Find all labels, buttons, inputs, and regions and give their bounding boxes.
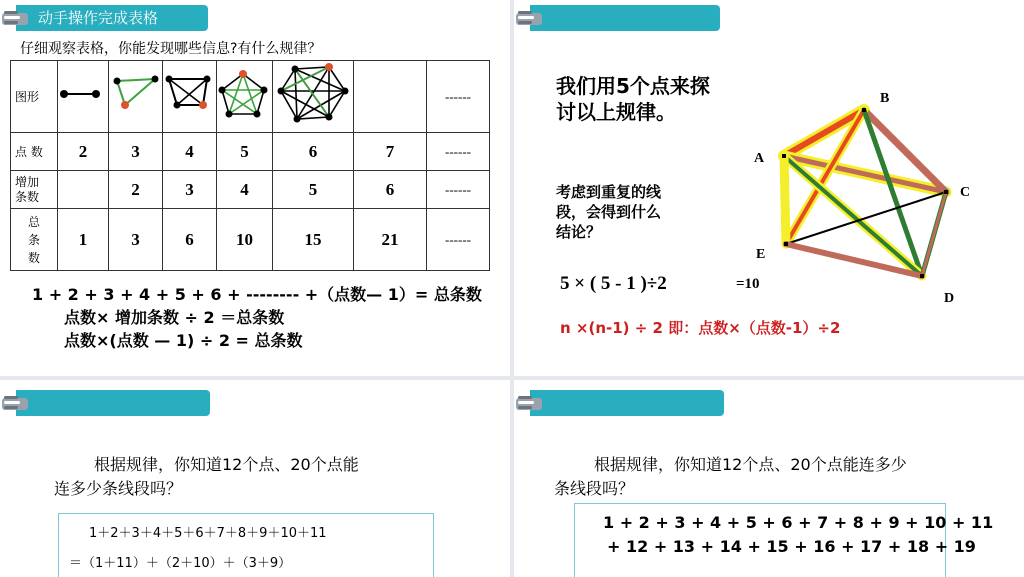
- question-line1: 根据规律，你知道12个点、20个点能连多少: [594, 455, 907, 474]
- formula-sum: 1 + 2 + 3 + 4 + 5 + 6 + -------- +（点数— 1）= 总条数: [32, 285, 482, 304]
- binder-clip-icon: [0, 3, 30, 33]
- points-cell: 6: [273, 133, 354, 171]
- shape-3-points: [109, 61, 163, 133]
- point-label-C: C: [960, 185, 971, 200]
- binder-clip-icon: [514, 3, 544, 33]
- shape-dash: ------: [427, 61, 490, 133]
- formula-general: 点数×(点数 — 1) ÷ 2 = 总条数: [64, 331, 303, 350]
- binder-clip-icon: [514, 388, 544, 418]
- total-cell: 10: [217, 209, 273, 271]
- added-cell: 6: [354, 171, 427, 209]
- points-cell: 4: [163, 133, 217, 171]
- shape-4-points: [163, 61, 217, 133]
- shape-6-points: [273, 61, 354, 133]
- banner-empty: [530, 5, 720, 31]
- total-cell: 1: [58, 209, 109, 271]
- question-line1: 考虑到重复的线: [556, 183, 662, 201]
- point-label-D: D: [944, 291, 955, 306]
- formula-product: 点数× 增加条数 ÷ 2 ＝总条数: [64, 308, 285, 327]
- point-label-A: A: [754, 151, 765, 166]
- added-cell: 3: [163, 171, 217, 209]
- question-line1: 根据规律，你知道12个点、20个点能: [94, 455, 359, 474]
- banner-empty: [530, 390, 724, 416]
- heading-line2: 讨以上规律。: [556, 100, 676, 124]
- question-line2: 条线段吗？: [554, 479, 635, 498]
- sum-line1: 1 + 2 + 3 + 4 + 5 + 6 + 7 + 8 + 9 + 10 + 11: [603, 513, 994, 532]
- points-lines-table: [10, 60, 490, 271]
- total-cell: 3: [109, 209, 163, 271]
- sum-line1: 1＋2＋3＋4＋5＋6＋7＋8＋9＋10＋11: [89, 526, 327, 541]
- added-cell: 4: [217, 171, 273, 209]
- points-cell: 3: [109, 133, 163, 171]
- row-label-points: 点 数: [11, 133, 58, 171]
- added-cell: [58, 171, 109, 209]
- slide-12-points-right[interactable]: [514, 380, 1024, 577]
- slide-12-points-left[interactable]: [0, 380, 510, 577]
- row-label-total: 总 条 数: [11, 209, 58, 271]
- calc-expression: 5 × ( 5 - 1 )÷2: [560, 273, 667, 294]
- shape-7-empty: [354, 61, 427, 133]
- banner-empty: [16, 390, 210, 416]
- row-label-added: 增加 条数: [11, 171, 58, 209]
- general-formula: n ×(n-1) ÷ 2 即：点数×（点数-1）÷2: [560, 319, 841, 337]
- total-cell: ------: [427, 209, 490, 271]
- shape-5-points: [217, 61, 273, 133]
- binder-clip-icon: [0, 388, 30, 418]
- sum-line2: + 12 + 13 + 14 + 15 + 16 + 17 + 18 + 19: [607, 537, 976, 556]
- question-line3: 结论？: [556, 223, 602, 241]
- points-cell: 2: [58, 133, 109, 171]
- slide-five-points[interactable]: [514, 0, 1024, 376]
- added-cell: 5: [273, 171, 354, 209]
- sum-box: [58, 513, 434, 577]
- points-cell: ------: [427, 133, 490, 171]
- banner-title: 动手操作完成表格: [16, 5, 208, 31]
- total-cell: 6: [163, 209, 217, 271]
- slide-table[interactable]: [0, 0, 510, 376]
- sum-box: [574, 503, 994, 577]
- pentagon-diagram: [754, 86, 984, 306]
- question-line2: 连多少条线段吗？: [54, 479, 183, 498]
- total-cell: 15: [273, 209, 354, 271]
- shape-2-points: [58, 61, 109, 133]
- added-cell: 2: [109, 171, 163, 209]
- points-cell: 5: [217, 133, 273, 171]
- heading-line1: 我们用5个点来探: [556, 74, 710, 98]
- calc-result: =10: [736, 276, 760, 292]
- added-cell: ------: [427, 171, 490, 209]
- total-cell: 21: [354, 209, 427, 271]
- points-cell: 7: [354, 133, 427, 171]
- point-label-B: B: [880, 91, 890, 106]
- point-label-E: E: [756, 247, 766, 262]
- row-label-shape: 图形: [11, 61, 58, 133]
- subtitle: 仔细观察表格，你能发现哪些信息?有什么规律？: [20, 41, 322, 57]
- question-line2: 段，会得到什么: [556, 203, 662, 221]
- sum-line2: ＝（1＋11）＋（2＋10）＋（3＋9）: [69, 556, 292, 571]
